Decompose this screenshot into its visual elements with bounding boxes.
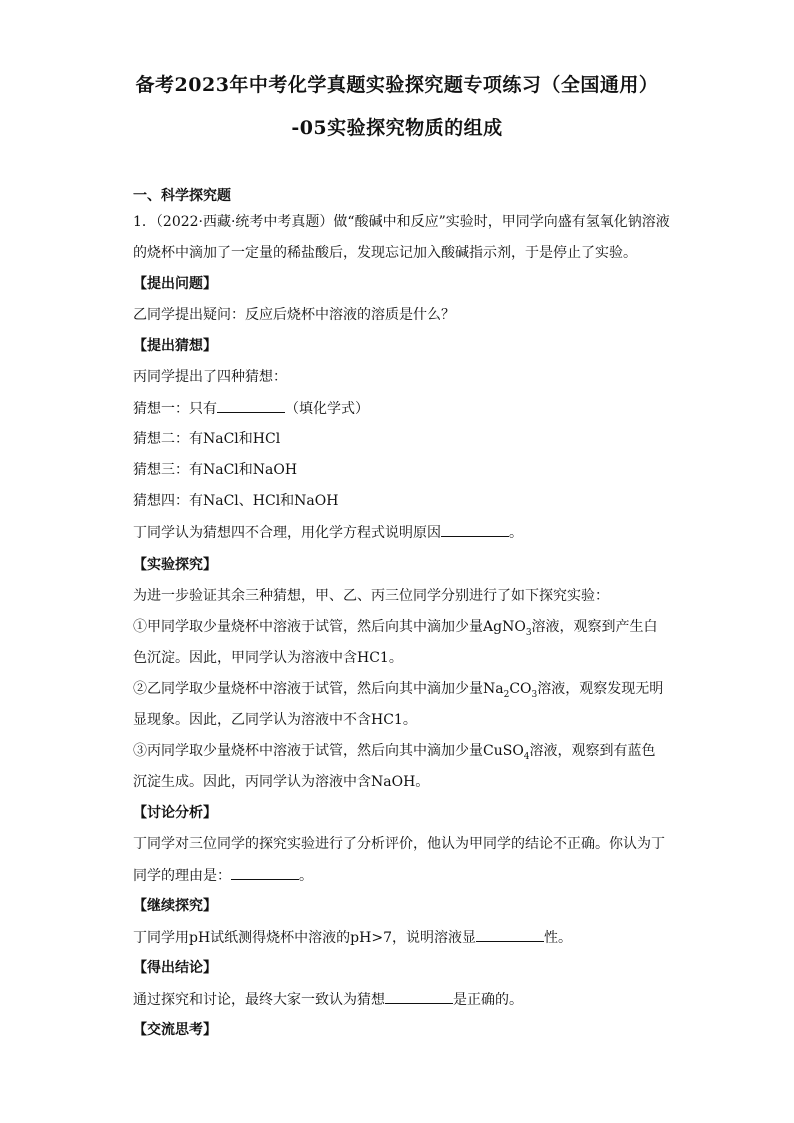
heading-continue: 【继续探究】 bbox=[133, 898, 217, 914]
ding-reason-blank[interactable] bbox=[441, 522, 509, 537]
continue-text-b: 性。 bbox=[543, 930, 572, 946]
discussion-line2 bbox=[133, 865, 313, 886]
experiment-2-line2: 显现象。因此，乙同学认为溶液中不含HC1。 bbox=[133, 712, 417, 728]
ask-text: 乙同学提出疑问：反应后烧杯中溶液的溶质是什么？ bbox=[133, 307, 455, 323]
continue-blank[interactable] bbox=[476, 927, 544, 942]
guess-1-blank[interactable] bbox=[217, 398, 285, 413]
heading-discussion: 【讨论分析】 bbox=[133, 805, 217, 821]
conclusion-text-a: 通过探究和讨论，最终大家一致认为猜想 bbox=[133, 992, 385, 1008]
guess-1-text: 猜想一：只有 bbox=[133, 401, 217, 417]
experiment-1-text-b: 溶液，观察到产生白 bbox=[531, 619, 658, 635]
experiment-2-text: ②乙同学取少量烧杯中溶液于试管，然后向其中滴加少量Na bbox=[133, 681, 504, 697]
doc-title-line1: 备考2023年中考化学真题实验探究题专项练习（全国通用） bbox=[135, 74, 659, 96]
conclusion-text-b: 是正确的。 bbox=[453, 992, 523, 1008]
guess-3: 猜想三：有NaCl和NaOH bbox=[133, 462, 298, 478]
experiment-1-line2: 色沉淀。因此，甲同学认为溶液中含HC1。 bbox=[133, 650, 403, 666]
ding-reason-end: 。 bbox=[509, 525, 523, 541]
experiment-1-text: ①甲同学取少量烧杯中溶液于试管，然后向其中滴加少量AgNO bbox=[133, 619, 526, 635]
experiment-2-mid: CO bbox=[509, 681, 532, 697]
guess-intro: 丙同学提出了四种猜想： bbox=[133, 369, 287, 385]
question-text-line1: 1．（2022·西藏·统考中考真题）做“酸碱中和反应”实验时，甲同学向盛有氢氧化钠溶液 bbox=[133, 214, 670, 230]
heading-ask: 【提出问题】 bbox=[133, 276, 217, 292]
conclusion-blank[interactable] bbox=[385, 989, 453, 1004]
experiment-2-sub1: 2 bbox=[503, 689, 510, 700]
experiment-2-text-b: 溶液，观察发现无明 bbox=[537, 681, 664, 697]
guess-1-hint: （填化学式） bbox=[285, 401, 369, 417]
discussion-blank[interactable] bbox=[231, 865, 299, 880]
guess-4: 猜想四：有NaCl、HCl和NaOH bbox=[133, 493, 339, 509]
experiment-2-line1 bbox=[133, 679, 663, 699]
conclusion-text bbox=[133, 989, 523, 1010]
discussion-text: 同学的理由是： bbox=[133, 868, 231, 884]
heading-experiment: 【实验探究】 bbox=[133, 557, 217, 573]
experiment-1-sub: 3 bbox=[525, 627, 532, 638]
continue-text-a: 丁同学用pH试纸测得烧杯中溶液的pH>7，说明溶液显 bbox=[133, 930, 476, 946]
heading-conclusion: 【得出结论】 bbox=[133, 960, 217, 976]
guess-1 bbox=[133, 398, 369, 419]
experiment-3-text-b: 溶液，观察到有蓝色 bbox=[529, 743, 656, 759]
experiment-intro: 为进一步验证其余三种猜想，甲、乙、丙三位同学分别进行了如下探究实验： bbox=[133, 588, 609, 604]
heading-exchange: 【交流思考】 bbox=[133, 1022, 217, 1038]
discussion-line1: 丁同学对三位同学的探究实验进行了分析评价，他认为甲同学的结论不正确。你认为丁 bbox=[133, 836, 665, 852]
experiment-1-line1 bbox=[133, 617, 658, 637]
continue-text bbox=[133, 927, 572, 948]
heading-guess: 【提出猜想】 bbox=[133, 338, 217, 354]
experiment-3-text: ③丙同学取少量烧杯中溶液于试管，然后向其中滴加少量CuSO bbox=[133, 743, 524, 759]
experiment-3-line1 bbox=[133, 741, 656, 761]
experiment-3-line2: 沉淀生成。因此，丙同学认为溶液中含NaOH。 bbox=[133, 774, 430, 790]
doc-title-line2: -05实验探究物质的组成 bbox=[291, 117, 503, 139]
discussion-end: 。 bbox=[299, 868, 313, 884]
ding-reason-text: 丁同学认为猜想四不合理，用化学方程式说明原因 bbox=[133, 525, 441, 541]
question-text-line2: 的烧杯中滴加了一定量的稀盐酸后，发现忘记加入酸碱指示剂，于是停止了实验。 bbox=[133, 245, 637, 261]
experiment-2-sub2: 3 bbox=[531, 689, 538, 700]
guess-2: 猜想二：有NaCl和HCl bbox=[133, 431, 281, 447]
ding-reason bbox=[133, 522, 523, 543]
section-heading: 一、科学探究题 bbox=[133, 188, 231, 204]
experiment-3-sub: 4 bbox=[523, 751, 530, 762]
